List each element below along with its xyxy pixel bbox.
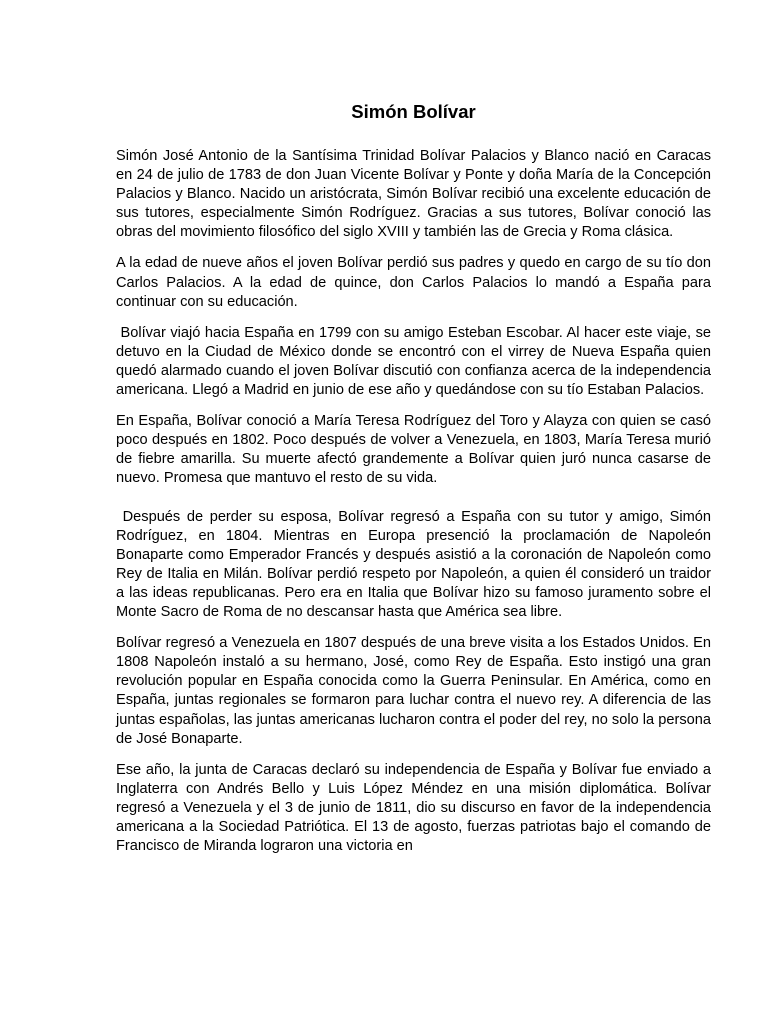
paragraph-birth-and-education: Simón José Antonio de la Santísima Trinidad Bolívar Palacios y Blanco nació en Caracas en 24 de julio de 1783 de don Juan Vicente Bolívar y Ponte y doña María de la Concepción Palacios y Blanco. Nacido un aristócrata, Simón Bolívar recibió una excelente educación de sus tutores, especialmente Simón Rodríguez. Gracias a sus tutores, Bolívar conoció las obras del movimiento filosófico del siglo XVIII y también las de Grecia y Roma clásica. <box>116 148 716 241</box>
paragraph-return-to-venezuela: Bolívar regresó a Venezuela en 1807 después de una breve visita a los Estados Unidos. En 1808 Napoleón instaló a su hermano, José, como Rey de España. Esto instigó una gran revolución popular en España conocida como la Guerra Peninsular. En América, como en España, juntas regionales se formaron para luchar contra el nuevo rey. A diferencia de las juntas españolas, las juntas americanas lucharon contra el poder del rey, no solo la persona de José Bonaparte. <box>116 635 716 747</box>
document-page <box>116 100 716 868</box>
paragraph-independence: Ese año, la junta de Caracas declaró su independencia de España y Bolívar fue enviado a Inglaterra con Andrés Bello y Luis López Méndez en una misión diplomática. Bolívar regresó a Venezuela y el 3 de junio de 1811, dio su discurso en favor de la independencia americana a la Sociedad Patriótica. El 13 de agosto, fuerzas patriotas bajo el comando de Francisco de Miranda lograron una victoria en <box>116 761 716 855</box>
document-title: Simón Bolívar <box>351 101 476 122</box>
paragraph-orphaned: A la edad de nueve años el joven Bolívar perdió sus padres y quedo en cargo de su tío don Carlos Palacios. A la edad de quince, don Carlos Palacios lo mandó a España para continuar con su educación. <box>116 255 716 310</box>
paragraph-marriage-and-europe: En España, Bolívar conoció a María Teresa Rodríguez del Toro y Alayza con quien se casó poco después en 1802. Poco después de volver a Venezuela, en 1803, María Teresa murió de fiebre amarilla. Su muerte afectó grandemente a Bolívar quien juró nunca casarse de nuevo. Promesa que mantuvo el resto de su vida. Después de perder su esposa, Bolívar regresó a España con su tutor y amigo, Simón Rodríguez, en 1804. Mientras en Europa presenció la proclamación de Napoleón Bonaparte como Emperador Francés y después asistió a la coronación de Napoleón como Rey de Italia en Milán. Bolívar perdió respeto por Napoleón, a quien él consideró un traidor a las ideas republicanas. Pero era en Italia que Bolívar hizo su famoso juramento sobre el Monte Sacro de Roma de no descansar hasta que América sea libre. <box>116 413 711 621</box>
paragraph-trip-to-spain: Bolívar viajó hacia España en 1799 con su amigo Esteban Escobar. Al hacer este viaje, se detuvo en la Ciudad de México donde se encontró con el virrey de Nueva España quien quedó alarmado cuando el joven Bolívar discutió con confianza acerca de la independencia americana. Llegó a Madrid en junio de ese año y quedándose con su tío Estaban Palacios. <box>116 324 716 399</box>
